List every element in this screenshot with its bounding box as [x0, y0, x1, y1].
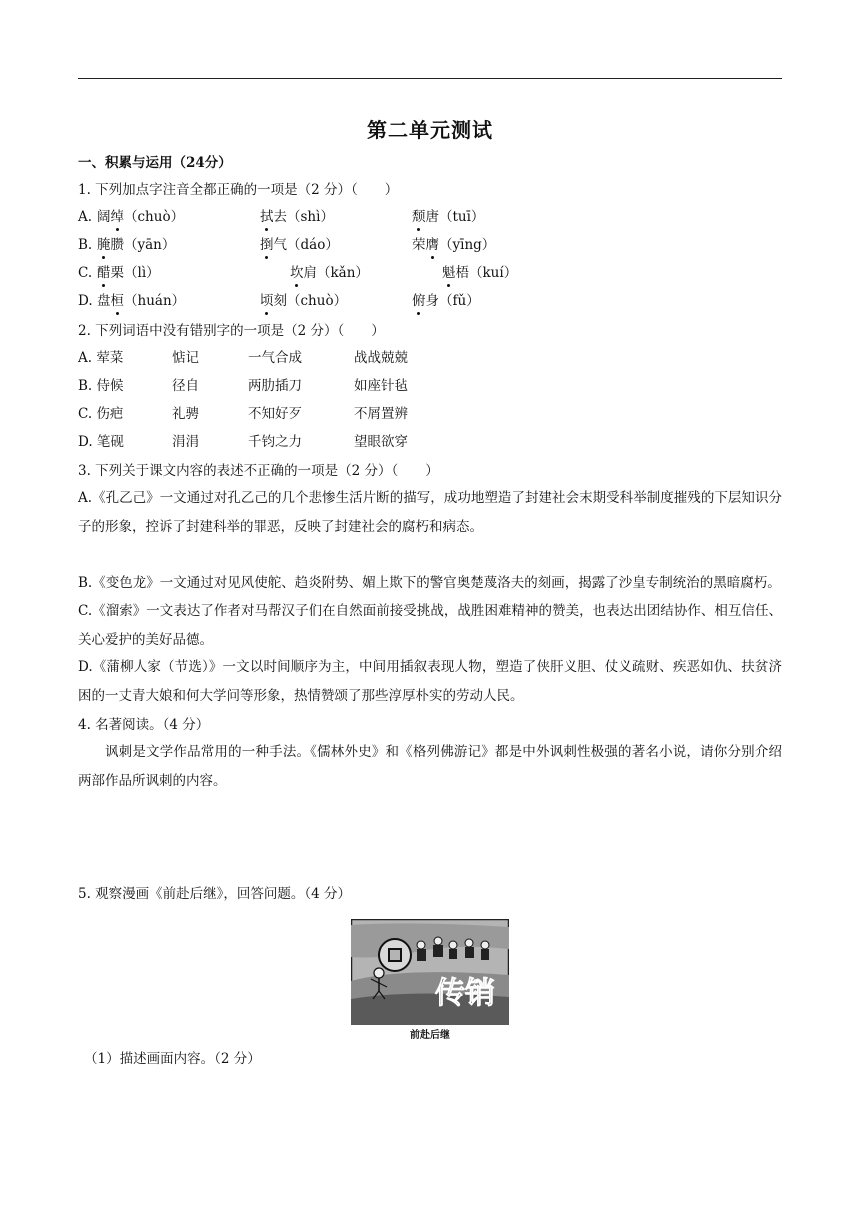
question-1-item: 阔绰（chuò） — [97, 209, 185, 225]
question-1-item: 坎肩（kǎn） — [290, 265, 369, 281]
question-1-item: 俯身（fǔ） — [412, 293, 480, 309]
question-2-word: 如座针毡 — [354, 378, 408, 394]
question-1-item: 魁梧（kuí） — [442, 265, 518, 281]
question-2-word: 两肋插刀 — [248, 378, 302, 394]
question-3-option-a: A.《孔乙己》一文通过对孔乙己的几个悲惨生活片断的描写，成功地塑造了封建社会末期受科举制度摧残的下层知识分子的形象，控诉了封建科举的罪恶，反映了封建社会的腐朽和病态。 — [78, 490, 782, 535]
question-1-item: 颓唐（tuī） — [412, 209, 485, 225]
question-3-option-c: C.《溜索》一文表达了作者对马帮汉子们在自然面前接受挑战，战胜困难精神的赞美，也表达出团结协作、相互信任、关心爱护的美好品德。 — [78, 603, 782, 648]
question-5-sub-1: （1）描述画面内容。（2 分） — [84, 1051, 261, 1067]
question-1-option-a: A. — [78, 209, 93, 225]
question-2-word: 千钧之力 — [248, 434, 302, 450]
emphasis-dot-char: 膺 — [425, 237, 439, 253]
question-1-item: 拭去（shì） — [260, 209, 334, 225]
emphasis-dot-char: 腌 — [97, 237, 111, 253]
emphasis-dot-char: 绰 — [110, 209, 124, 225]
question-2-word: 径自 — [172, 378, 199, 394]
question-3-option-b: B.《变色龙》一文通过对见风使舵、趋炎附势、媚上欺下的警官奥楚蔑洛夫的刻画，揭露了沙皇专制统治的黑暗腐朽。 — [78, 575, 781, 591]
question-2-word: 不知好歹 — [248, 406, 302, 422]
question-3-stem: 3. 下列关于课文内容的表述不正确的一项是（2 分）（ ） — [78, 463, 439, 479]
question-1-item: 顷刻（chuò） — [260, 293, 348, 309]
question-1-item: 腌臜（yān） — [97, 237, 176, 253]
question-2-option-d: D. 笔砚 — [78, 434, 124, 450]
question-1-option-b: B. — [78, 237, 93, 253]
header-rule — [78, 78, 782, 79]
emphasis-dot-char: 醋 — [97, 265, 111, 281]
question-2-option-b: B. 侍候 — [78, 378, 124, 394]
question-2-word: 一气合成 — [248, 350, 302, 366]
question-3-option-d: D.《蒲柳人家（节选）》一文以时间顺序为主，中间用插叙表现人物，塑造了侠肝义胆、仗义疏财、疾恶如仇、扶贫济困的一丈青大娘和何大学问等形象，热情赞颂了那些淳厚朴实的劳动人民。 — [78, 659, 782, 704]
question-4-stem: 4. 名著阅读。（4 分） — [78, 717, 210, 733]
emphasis-dot-char: 魁 — [442, 265, 456, 281]
question-1-item: 醋栗（lì） — [97, 265, 160, 281]
question-1-item: 捯气（dáo） — [260, 237, 339, 253]
emphasis-dot-char: 桓 — [110, 293, 124, 309]
cartoon-text: 传销 — [435, 976, 495, 1011]
emphasis-dot-char: 捯 — [260, 237, 274, 253]
page-title: 第二单元测试 — [367, 118, 493, 142]
question-2-word: 战战兢兢 — [354, 350, 408, 366]
question-2-word: 望眼欲穿 — [354, 434, 408, 450]
emphasis-dot-char: 颓 — [412, 209, 426, 225]
section-heading: 一、积累与运用（24分） — [78, 155, 232, 171]
question-2-word: 不屑置辨 — [354, 406, 408, 422]
question-1-item: 荣膺（yīng） — [412, 237, 496, 253]
emphasis-dot-char: 坎 — [290, 265, 304, 281]
question-2-word: 礼骋 — [172, 406, 199, 422]
question-1-item: 盘桓（huán） — [97, 293, 186, 309]
question-4-body: 讽刺是文学作品常用的一种手法。《儒林外史》和《格列佛游记》都是中外讽刺性极强的著名小说，请你分别介绍两部作品所讽刺的内容。 — [78, 744, 782, 789]
question-1-option-c: C. — [78, 265, 93, 281]
question-5-stem: 5. 观察漫画《前赴后继》，回答问题。（4 分） — [78, 886, 352, 902]
cartoon-image — [351, 919, 509, 1025]
emphasis-dot-char: 顷 — [260, 293, 274, 309]
question-2-word: 涓涓 — [172, 434, 199, 450]
question-2-stem: 2. 下列词语中没有错别字的一项是（2 分）（ ） — [78, 323, 385, 339]
emphasis-dot-char: 俯 — [412, 293, 426, 309]
question-2-option-a: A. 荤菜 — [78, 350, 124, 366]
question-2-word: 惦记 — [172, 350, 199, 366]
cartoon-caption: 前赴后继 — [410, 1030, 450, 1041]
question-2-option-c: C. 伤疤 — [78, 406, 124, 422]
emphasis-dot-char: 拭 — [260, 209, 274, 225]
question-1-stem: 1. 下列加点字注音全都正确的一项是（2 分）（ ） — [78, 182, 399, 198]
question-1-option-d: D. — [78, 293, 93, 309]
